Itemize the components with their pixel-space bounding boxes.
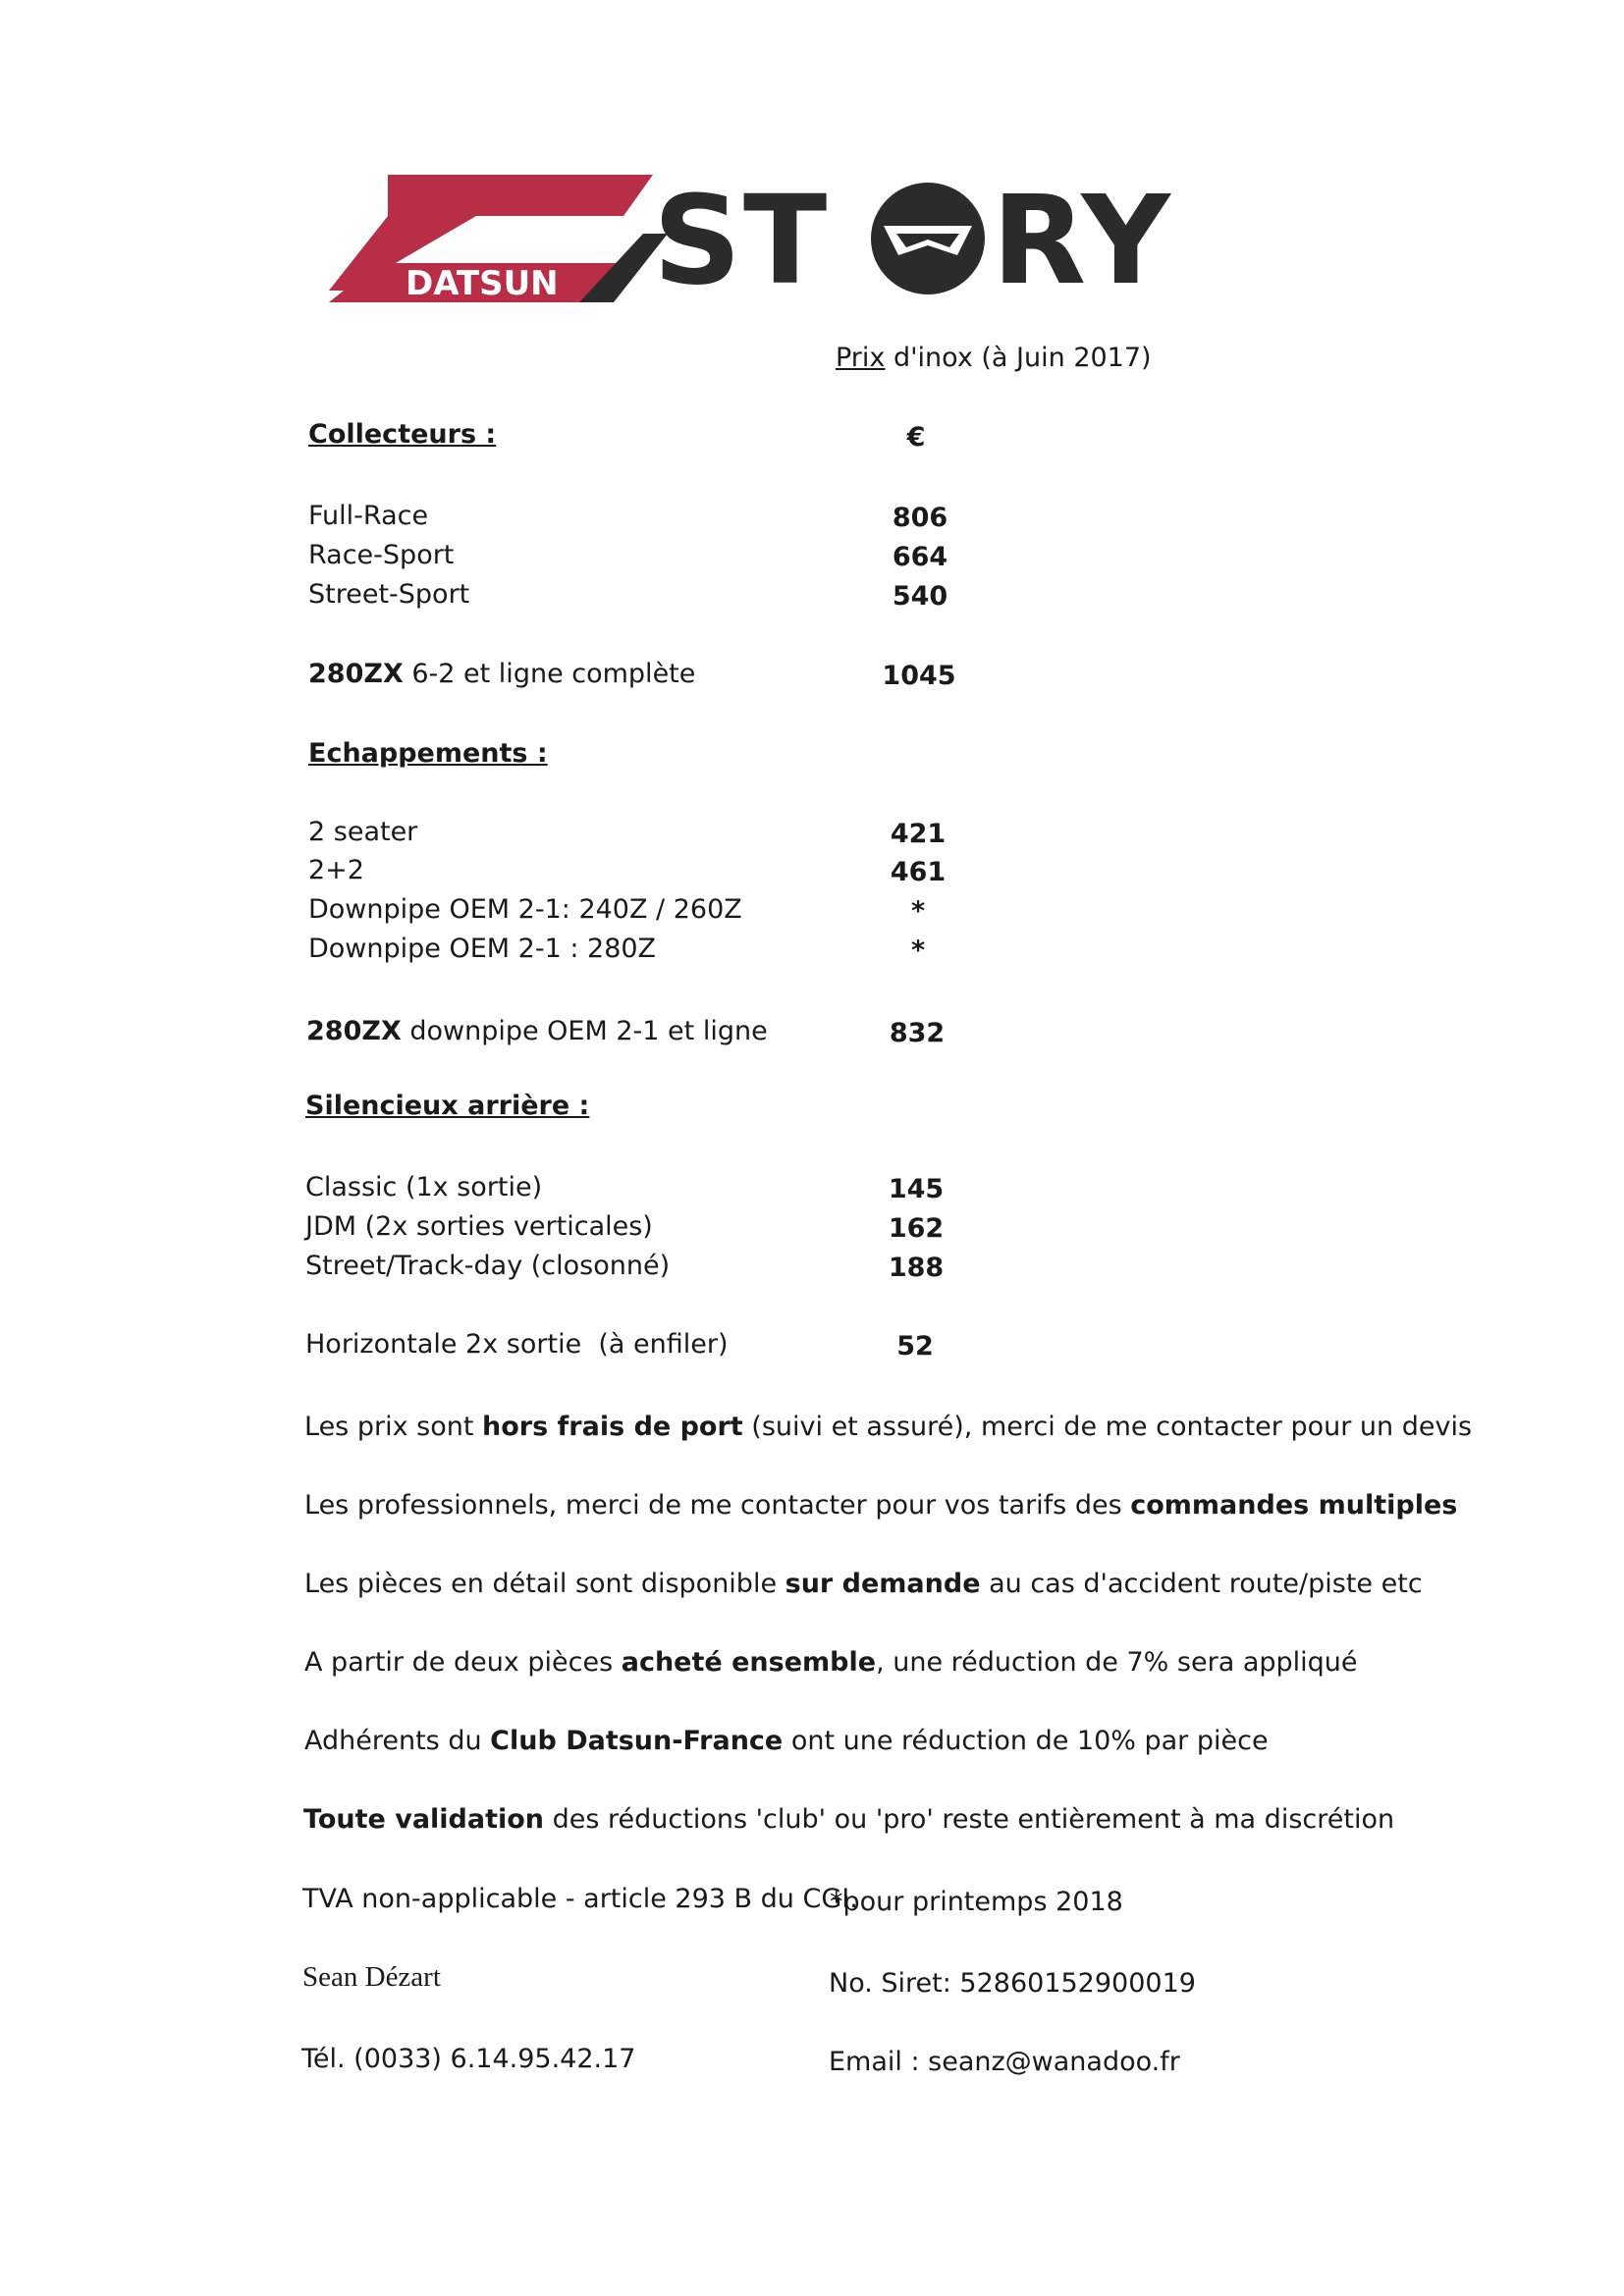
item-label: Street/Track-day (closonné) <box>305 1251 671 1281</box>
item-price: 461 <box>890 857 947 887</box>
model-280zx: 280ZX <box>308 659 404 689</box>
item-label: Classic (1x sortie) <box>305 1172 543 1202</box>
item-label: 2 seater <box>308 817 418 847</box>
phone-number: Tél. (0033) 6.14.95.42.17 <box>301 2044 636 2074</box>
note-text: (suivi et assuré), merci de me contacter pour un devis <box>742 1412 1473 1442</box>
note-text: au cas d'accident route/piste etc <box>980 1569 1423 1599</box>
brand-text-ry: RY <box>992 170 1172 312</box>
item-label: Race-Sport <box>308 540 455 570</box>
note-text: des réductions 'club' ou 'pro' reste entièrement à ma discrétion <box>544 1804 1395 1835</box>
item-label: Full-Race <box>308 501 429 531</box>
note-text: Adhérents du <box>304 1726 491 1756</box>
note-text: Les prix sont <box>304 1412 482 1442</box>
siret-number: No. Siret: 52860152900019 <box>829 1968 1196 1999</box>
item-price: 540 <box>892 581 948 612</box>
section-title-collecteurs: Collecteurs : <box>308 419 497 450</box>
brand-text-st: ST <box>653 170 830 312</box>
note-bold: sur demande <box>785 1569 981 1599</box>
email-address: Email : seanz@wanadoo.fr <box>829 2047 1180 2077</box>
section-title-silencieux: Silencieux arrière : <box>305 1091 590 1121</box>
price-header-rest: d'inox (à Juin 2017) <box>885 343 1152 373</box>
item-label: Downpipe OEM 2-1 : 280Z <box>308 934 657 964</box>
item-price: 664 <box>892 542 948 572</box>
item-label: Street-Sport <box>308 579 470 610</box>
tva-note: TVA non-applicable - article 293 B du CGI. <box>302 1884 858 1914</box>
spring-2018-note: *pour printemps 2018 <box>830 1887 1123 1917</box>
item-price: 421 <box>890 819 947 849</box>
note-bundle-discount <box>304 1646 1358 1680</box>
note-bold: Toute validation <box>303 1804 545 1835</box>
note-validation <box>303 1803 1394 1837</box>
item-label: 2+2 <box>308 855 364 885</box>
price-header-prix: Prix <box>836 343 886 373</box>
note-bold: commandes multiples <box>1130 1490 1458 1521</box>
datsun-badge-text: DATSUN <box>406 264 559 303</box>
helmet-icon <box>871 183 985 294</box>
item-price: 806 <box>892 503 948 533</box>
note-spare-parts <box>304 1568 1423 1601</box>
note-professionals <box>304 1489 1457 1522</box>
section-title-echappements: Echappements : <box>308 738 548 769</box>
item-label: Horizontale 2x sortie (à enfiler) <box>305 1329 729 1360</box>
item-label-rest: downpipe OEM 2-1 et ligne <box>401 1016 768 1046</box>
item-price: * <box>910 935 926 966</box>
note-bold: Club Datsun-France <box>490 1726 784 1756</box>
item-price: 145 <box>888 1174 945 1204</box>
currency-symbol: € <box>906 422 926 453</box>
note-club-discount <box>304 1725 1269 1758</box>
note-shipping <box>304 1411 1472 1444</box>
item-price: 52 <box>896 1331 934 1362</box>
item-price: 1045 <box>882 661 956 691</box>
owner-name: Sean Dézart <box>302 1961 441 1993</box>
item-label: JDM (2x sorties verticales) <box>305 1211 653 1242</box>
item-label-280zx-downpipe <box>306 1015 768 1048</box>
item-price: 188 <box>888 1253 945 1283</box>
item-label-280zx-collecteur <box>308 658 695 691</box>
item-label-rest: 6-2 et ligne complète <box>403 659 696 689</box>
note-bold: hors frais de port <box>482 1412 743 1442</box>
note-bold: acheté ensemble <box>621 1647 877 1678</box>
note-text: Les pièces en détail sont disponible <box>304 1569 785 1599</box>
item-label: Downpipe OEM 2-1: 240Z / 260Z <box>308 894 742 925</box>
item-price: 162 <box>888 1213 945 1244</box>
model-280zx: 280ZX <box>306 1016 402 1046</box>
note-text: , une réduction de 7% sera appliqué <box>876 1647 1358 1678</box>
note-text: A partir de deux pièces <box>304 1647 622 1678</box>
note-text: ont une réduction de 10% par pièce <box>783 1726 1269 1756</box>
item-price: 832 <box>889 1018 946 1048</box>
item-price: * <box>910 896 926 927</box>
z-story-logo <box>329 165 1232 312</box>
note-text: Les professionnels, merci de me contacter pour vos tarifs des <box>304 1490 1131 1521</box>
price-header <box>836 342 1152 375</box>
